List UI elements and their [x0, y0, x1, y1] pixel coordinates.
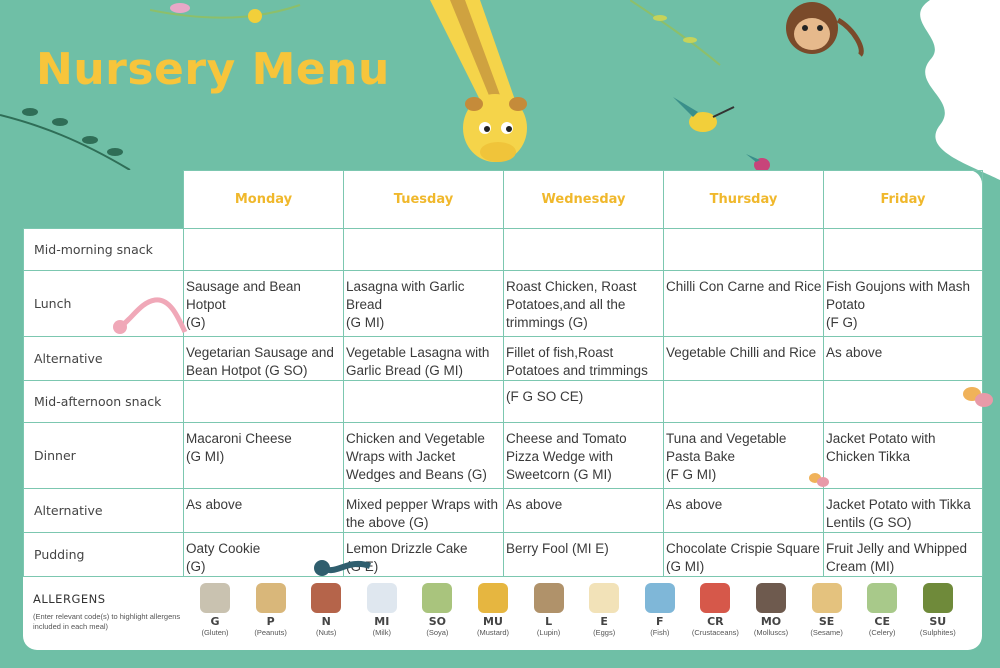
allergen-item	[799, 583, 855, 637]
worm-illustration	[110, 292, 190, 337]
day-header: Wednesday	[504, 171, 664, 229]
meal-label: Mid-morning snack	[24, 229, 184, 271]
menu-row	[24, 337, 983, 381]
meal-cell	[824, 381, 983, 423]
meal-label: Dinner	[24, 423, 184, 489]
lupin-icon	[534, 583, 564, 613]
day-header: Tuesday	[344, 171, 504, 229]
menu-row	[24, 229, 983, 271]
fish-icon	[645, 583, 675, 613]
meal-cell: Berry Fool (MI E)	[504, 533, 664, 577]
allergen-name: (Celery)	[868, 628, 896, 637]
meal-cell: Roast Chicken, Roast Potatoes,and all the trimmings (G)	[504, 271, 664, 337]
allergen-name: (Mustard)	[476, 628, 510, 637]
bird-illustration	[668, 92, 738, 152]
meal-cell: As above	[824, 337, 983, 381]
allergens-note: (Enter relevant code(s) to highlight allergens included in each meal)	[33, 612, 181, 631]
meal-cell: As above	[184, 489, 344, 533]
meal-label: Alternative	[24, 489, 184, 533]
allergen-name: (Gluten)	[201, 628, 229, 637]
allergen-item	[687, 583, 743, 637]
allergen-name: (Sesame)	[810, 628, 843, 637]
meal-cell: Lemon Drizzle Cake (G E)	[344, 533, 504, 577]
allergen-name: (Eggs)	[593, 628, 616, 637]
butterfly-illustration	[960, 380, 996, 416]
allergens-legend	[23, 575, 982, 650]
meal-cell: Mixed pepper Wraps with the above (G)	[344, 489, 504, 533]
meal-cell: Cheese and Tomato Pizza Wedge with Sweetcorn (G MI)	[504, 423, 664, 489]
allergens-title: ALLERGENS	[33, 592, 106, 606]
small-butterfly-illustration	[806, 468, 832, 492]
menu-row	[24, 423, 983, 489]
meal-cell: Vegetable Lasagna with Garlic Bread (G MI)	[344, 337, 504, 381]
meal-cell: Macaroni Cheese (G MI)	[184, 423, 344, 489]
meal-cell: Lasagna with Garlic Bread (G MI)	[344, 271, 504, 337]
day-header: Friday	[824, 171, 983, 229]
wheat-icon	[200, 583, 230, 613]
meal-cell	[504, 229, 664, 271]
menu-row	[24, 533, 983, 577]
allergen-item	[576, 583, 632, 637]
allergen-item	[632, 583, 688, 637]
allergen-item	[910, 583, 966, 637]
monkey-illustration	[770, 0, 870, 70]
day-header: Thursday	[664, 171, 824, 229]
meal-cell: Tuna and Vegetable Pasta Bake (F G MI)	[664, 423, 824, 489]
meal-label: Lunch	[24, 271, 184, 337]
menu-row	[24, 381, 983, 423]
allergen-name: (Peanuts)	[254, 628, 287, 637]
allergen-code: CE	[874, 615, 890, 628]
header-corner	[24, 171, 184, 229]
celery-icon	[867, 583, 897, 613]
meal-cell	[184, 229, 344, 271]
allergen-code: SU	[929, 615, 947, 628]
meal-cell	[664, 381, 824, 423]
allergen-name: (Molluscs)	[753, 628, 789, 637]
meal-cell: Chilli Con Carne and Rice	[664, 271, 824, 337]
allergen-code: G	[210, 615, 220, 628]
meal-cell: Fillet of fish,Roast Potatoes and trimmings	[504, 337, 664, 381]
allergen-name: (Lupin)	[536, 628, 561, 637]
day-header-row	[24, 171, 983, 229]
meal-cell: Jacket Potato with Tikka Lentils (G SO)	[824, 489, 983, 533]
meal-cell: Chicken and Vegetable Wraps with Jacket Wedges and Beans (G)	[344, 423, 504, 489]
milk-icon	[367, 583, 397, 613]
meal-cell: Chocolate Crispie Square (G MI)	[664, 533, 824, 577]
leaf-branch-decoration	[0, 100, 140, 180]
allergen-item	[465, 583, 521, 637]
crab-icon	[700, 583, 730, 613]
meal-cell: As above	[504, 489, 664, 533]
meal-cell	[184, 381, 344, 423]
allergen-name: (Milk)	[372, 628, 391, 637]
allergen-code: SO	[428, 615, 447, 628]
mustard-icon	[478, 583, 508, 613]
allergen-code: F	[656, 615, 664, 628]
allergen-name: (Nuts)	[315, 628, 337, 637]
allergen-code: L	[545, 615, 553, 628]
wine-icon	[923, 583, 953, 613]
meal-label: Mid-afternoon snack	[24, 381, 184, 423]
allergen-code: N	[321, 615, 331, 628]
meal-cell	[824, 229, 983, 271]
allergen-item	[298, 583, 354, 637]
allergen-item	[521, 583, 577, 637]
sesame-icon	[812, 583, 842, 613]
meal-cell: Sausage and Bean Hotpot (G)	[184, 271, 344, 337]
meal-cell: Fish Goujons with Mash Potato (F G)	[824, 271, 983, 337]
meal-label: Pudding	[24, 533, 184, 577]
allergen-name: (Crustaceans)	[691, 628, 739, 637]
allergen-code: P	[266, 615, 275, 628]
meal-cell: Vegetable Chilli and Rice	[664, 337, 824, 381]
allergen-name: (Soya)	[426, 628, 449, 637]
allergen-item	[409, 583, 465, 637]
meal-cell: Jacket Potato with Chicken Tikka	[824, 423, 983, 489]
snake-illustration	[312, 556, 374, 580]
soya-icon	[422, 583, 452, 613]
page-title: Nursery Menu	[36, 44, 390, 95]
allergen-item	[743, 583, 799, 637]
meal-cell: Vegetarian Sausage and Bean Hotpot (G SO)	[184, 337, 344, 381]
meal-cell: As above	[664, 489, 824, 533]
flower-branch-decoration	[150, 0, 310, 34]
nut-icon	[311, 583, 341, 613]
menu-row	[24, 489, 983, 533]
mussel-icon	[756, 583, 786, 613]
meal-cell	[344, 229, 504, 271]
allergen-name: (Sulphites)	[919, 628, 956, 637]
allergen-code: SE	[818, 615, 835, 628]
egg-icon	[589, 583, 619, 613]
allergen-code: MO	[760, 615, 782, 628]
meal-cell: Fruit Jelly and Whipped Cream (MI)	[824, 533, 983, 577]
meal-cell: Oaty Cookie (G)	[184, 533, 344, 577]
allergen-code: CR	[707, 615, 724, 628]
meal-cell	[664, 229, 824, 271]
day-header: Monday	[184, 171, 344, 229]
giraffe-illustration	[410, 0, 550, 180]
meal-label: Alternative	[24, 337, 184, 381]
allergen-code: MI	[374, 615, 390, 628]
allergen-item	[854, 583, 910, 637]
allergen-item	[354, 583, 410, 637]
meal-cell	[344, 381, 504, 423]
allergen-code: MU	[483, 615, 503, 628]
menu-table	[23, 170, 983, 577]
allergen-code: E	[600, 615, 608, 628]
vine-decoration	[630, 0, 730, 70]
peanut-icon	[256, 583, 286, 613]
allergen-item	[187, 583, 243, 637]
allergen-name: (Fish)	[650, 628, 670, 637]
meal-cell: (F G SO CE)	[504, 381, 664, 423]
allergen-item	[243, 583, 299, 637]
